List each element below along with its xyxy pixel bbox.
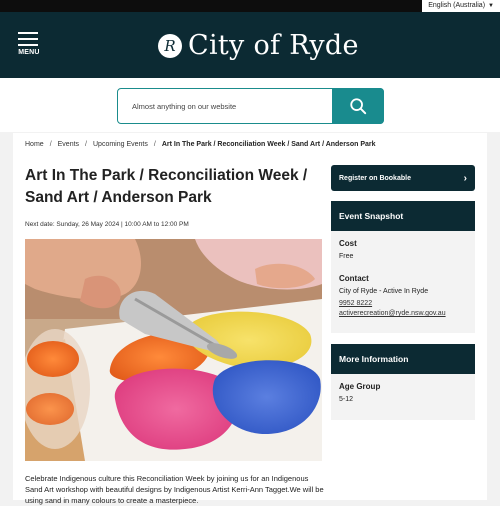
breadcrumb-home[interactable]: Home bbox=[25, 140, 44, 148]
cost-label: Cost bbox=[339, 239, 357, 248]
contact-email-link[interactable]: activerecreation@ryde.nsw.gov.au bbox=[339, 310, 446, 317]
search-section bbox=[0, 78, 500, 132]
breadcrumb-separator: / bbox=[49, 140, 52, 148]
breadcrumb-upcoming-events[interactable]: Upcoming Events bbox=[93, 140, 148, 148]
main-content bbox=[13, 155, 487, 505]
breadcrumb-current: Art In The Park / Reconciliation Week / Sand Art / Anderson Park bbox=[161, 140, 376, 148]
breadcrumb-separator: / bbox=[153, 140, 156, 148]
next-date: Next date: Sunday, 26 May 2024 | 10:00 AM to 12:00 PM bbox=[25, 221, 189, 228]
more-information-heading: More Information bbox=[331, 344, 475, 374]
register-label: Register on Bookable bbox=[339, 174, 411, 182]
breadcrumb bbox=[13, 133, 487, 155]
age-group-value: 5-12 bbox=[339, 396, 354, 403]
event-snapshot-panel bbox=[331, 231, 475, 333]
chevron-right-icon: › bbox=[463, 172, 467, 184]
page-title: Art In The Park / Reconciliation Week / Sand Art / Anderson Park bbox=[25, 167, 308, 206]
menu-label: MENU bbox=[18, 49, 40, 56]
logo-text: City of Ryde bbox=[188, 30, 359, 61]
contact-label: Contact bbox=[339, 274, 369, 283]
site-header bbox=[0, 12, 500, 78]
search-button[interactable] bbox=[332, 88, 384, 124]
breadcrumb-separator: / bbox=[85, 140, 87, 148]
sand-art-illustration bbox=[25, 239, 322, 461]
contact-phone-link[interactable]: 9952 8222 bbox=[339, 300, 373, 307]
site-logo[interactable] bbox=[158, 30, 359, 61]
search-box bbox=[117, 88, 384, 124]
logo-mark-icon: R bbox=[158, 34, 182, 58]
event-snapshot-heading: Event Snapshot bbox=[331, 201, 475, 231]
hamburger-icon-line bbox=[18, 38, 38, 40]
menu-button[interactable] bbox=[18, 32, 40, 56]
more-information-panel bbox=[331, 374, 475, 420]
language-selector[interactable] bbox=[422, 0, 500, 12]
search-icon bbox=[349, 97, 367, 115]
event-description: Celebrate Indigenous culture this Reconciliation Week by joining us for an Indigenous Sand Art workshop with beautiful designs by Indigenous Artist Kerri-Ann Tagget.We will be using sand in many colours to create a masterpiece. bbox=[25, 474, 324, 505]
language-label: English (Australia) bbox=[428, 2, 486, 9]
age-group-label: Age Group bbox=[339, 382, 381, 391]
chevron-down-icon: ▼ bbox=[488, 3, 494, 9]
contact-name: City of Ryde - Active In Ryde bbox=[339, 288, 429, 295]
breadcrumb-events[interactable]: Events bbox=[57, 140, 80, 148]
register-button[interactable] bbox=[331, 165, 475, 191]
hamburger-icon-line bbox=[18, 44, 38, 46]
event-photo bbox=[25, 239, 322, 461]
search-input[interactable] bbox=[132, 89, 332, 123]
cost-value: Free bbox=[339, 253, 354, 260]
hamburger-icon bbox=[18, 32, 38, 34]
